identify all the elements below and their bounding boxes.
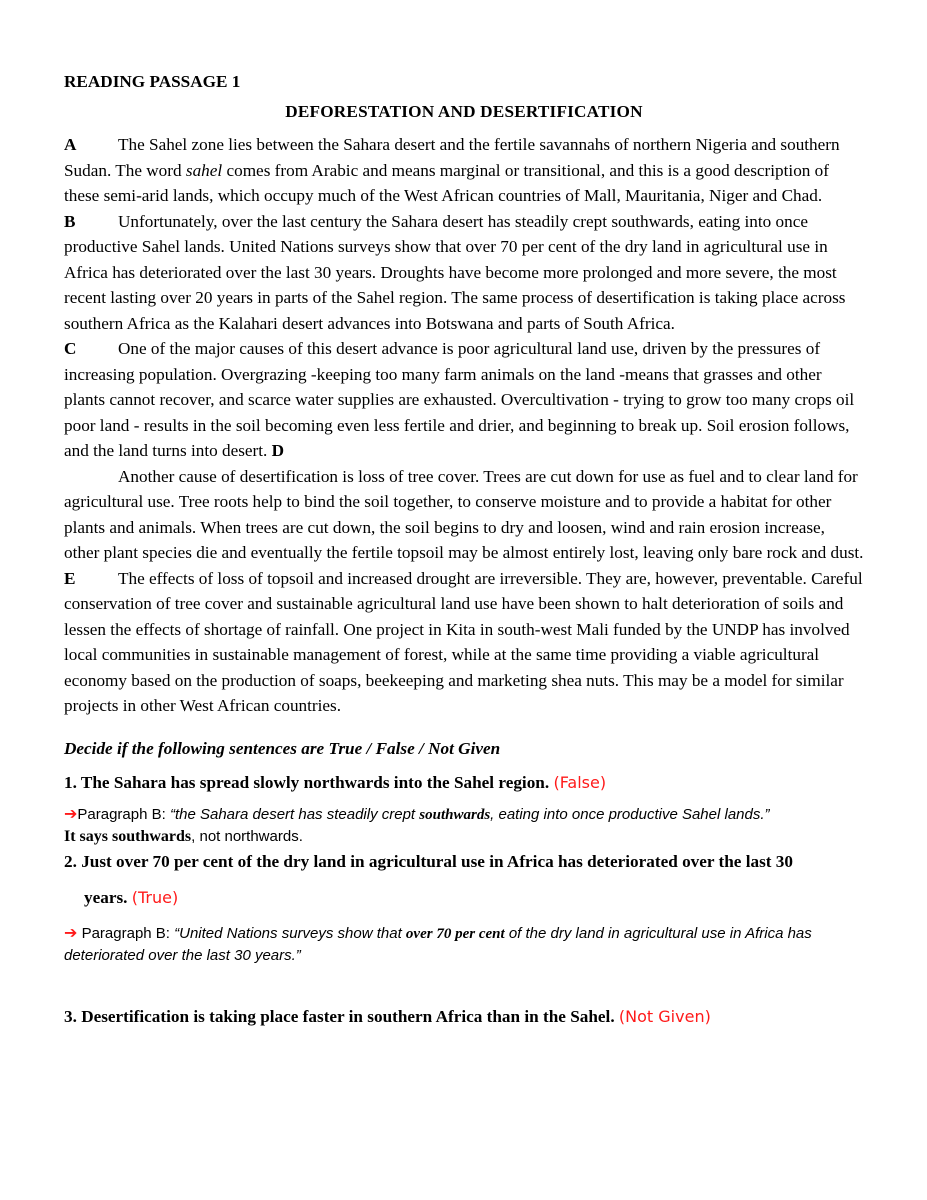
paragraph-b-text: Unfortunately, over the last century the Sahara desert has steadily crept southwards, eating into once productive Sahel lands. United Nations surveys show that over 70 per cent of the dry land in agricultural use in Africa has deteriorated over the last 30 years. Droughts have become more prolonged and more severe, the most recent lasting over 20 years in parts of the Sahel region. The same process of desertification is taking place across southern Africa as the Kalahari desert advances into Botswana and parts of South Africa.	[64, 211, 846, 333]
explanation-2-quote-2: of the dry land in agricultural use in Africa has deteriorated over the last 30 years.”	[64, 924, 812, 964]
question-2-continued	[64, 888, 864, 908]
paragraph-letter-e: E	[64, 568, 76, 588]
task-instruction: Decide if the following sentences are True / False / Not Given	[64, 738, 501, 758]
passage-title: DEFORESTATION AND DESERTIFICATION	[285, 102, 643, 121]
explanation-1-quote-1: “the Sahara desert has steadily crept	[169, 805, 420, 823]
question-2-answer: (True)	[131, 887, 179, 907]
paragraph-c-text: One of the major causes of this desert advance is poor agricultural land use, driven by the pressures of increasing population. Overgrazing -keeping too many farm animals on the land -means that grasses and other plants cannot recover, and scarce water supplies are exhausted. Overcultivation - trying to grow too many crops oil poor land - results in the soil becoming even less fertile and drier, and beginning to break up. Soil erosion follows, and the land turns into desert.	[64, 339, 855, 460]
paragraph-letter-d: D	[271, 441, 285, 460]
paragraph-a	[64, 132, 864, 209]
question-3-text: 3. Desertification is taking place faster in southern Africa than in the Sahel.	[64, 1006, 619, 1026]
explanation-1-note: , not northwards.	[191, 827, 303, 845]
arrow-right-icon: ➔	[64, 803, 78, 823]
paragraph-a-word-sahel: sahel	[185, 160, 223, 180]
paragraph-a-text-2: comes from Arabic and means marginal or transitional, and this is a good description of these semi-arid lands, which occupy much of the West African countries of Mall, Mauritania, Niger and Chad.	[64, 160, 830, 205]
paragraph-e	[64, 566, 864, 719]
passage-heading: READING PASSAGE 1	[64, 72, 241, 91]
question-2	[64, 852, 864, 872]
question-2-explanation	[64, 922, 864, 967]
question-2-text-2: years.	[84, 887, 132, 907]
explanation-2-lead: Paragraph B:	[77, 924, 175, 942]
paragraph-letter-b: B	[64, 211, 76, 231]
paragraph-b	[64, 209, 864, 337]
question-1-text: 1. The Sahara has spread slowly northwards into the Sahel region.	[64, 772, 554, 792]
question-1-answer: (False)	[553, 772, 607, 792]
paragraph-d-text: Another cause of desertification is loss of tree cover. Trees are cut down for use as fuel and to clear land for agricultural use. Tree roots help to bind the soil together, to conserve moisture and to provide a habitat for other plants and animals. When trees are cut down, the soil begins to dry and loosen, wind and rain erosion increase, other plant species die and eventually the fertile topsoil may be almost entirely lost, leaving only bare rock and dust.	[64, 466, 864, 562]
question-1-explanation	[64, 803, 864, 848]
explanation-1-lead: Paragraph B:	[77, 805, 170, 823]
document-content	[64, 72, 864, 1027]
explanation-1-quote-2: , eating into once productive Sahel lands.”	[490, 805, 770, 823]
question-3-answer: (Not Given)	[618, 1006, 711, 1026]
paragraph-letter-a: A	[64, 135, 77, 154]
arrow-right-icon: ➔	[64, 922, 78, 942]
paragraph-e-text: The effects of loss of topsoil and increased drought are irreversible. They are, however, preventable. Careful conservation of tree cover and sustainable agricultural land use have been shown to halt deterioration of soils and lessen the effects of shortage of rainfall. One project in Kita in south-west Mali funded by the UNDP has involved local communities in sustainable management of forest, while at the same time providing a viable agricultural economy based on the production of soaps, beekeeping and marketing shea nuts. This may be a model for similar projects in other West African countries.	[64, 568, 863, 715]
explanation-2-quote-1: “United Nations surveys show that	[174, 924, 406, 942]
paragraph-a-text-1: The Sahel zone lies between the Sahara desert and the fertile savannahs of northern Nigeria and southern Sudan. The word	[64, 135, 840, 180]
explanation-2-emphasis: over 70 per cent	[405, 925, 505, 942]
question-3	[64, 1007, 864, 1027]
question-2-text-1: 2. Just over 70 per cent of the dry land in agricultural use in Africa has deteriorated over the last 30	[64, 851, 793, 871]
paragraph-c	[64, 336, 864, 566]
explanation-1-emphasis: southwards	[419, 806, 491, 823]
question-1	[64, 773, 864, 793]
paragraph-letter-c: C	[64, 339, 77, 358]
explanation-1-note-bold: It says southwards	[64, 827, 192, 845]
